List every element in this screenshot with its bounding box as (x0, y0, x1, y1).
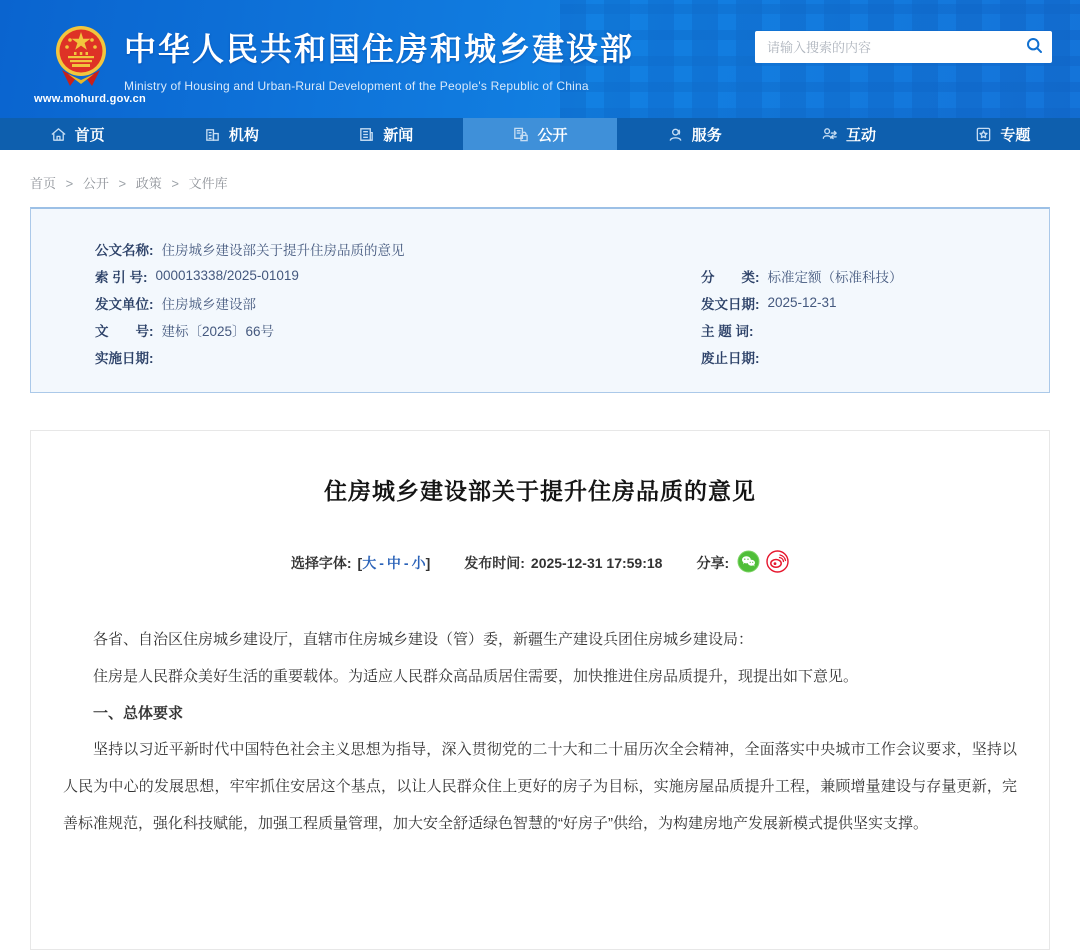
info-label: 公文名称: (95, 242, 154, 258)
info-value: 2025-12-31 (767, 295, 837, 310)
font-size-large-button[interactable]: 大 (362, 555, 377, 571)
info-row-issuing-unit (95, 289, 701, 316)
organization-icon (204, 126, 221, 143)
article-body (63, 622, 1017, 843)
article-container (30, 430, 1050, 950)
site-url: www.mohurd.gov.cn (34, 93, 147, 105)
nav-item-label: 服务 (691, 126, 722, 144)
bracket-close: ] (425, 555, 431, 571)
article-title: 住房城乡建设部关于提升住房品质的意见 (324, 478, 756, 504)
search-button[interactable] (1016, 31, 1052, 63)
nav-item-topics[interactable] (926, 118, 1080, 150)
share-icons-group (737, 550, 789, 576)
service-icon (667, 126, 684, 143)
info-label: 发文单位: (95, 296, 154, 312)
document-info-right-column (701, 235, 1049, 370)
wechat-icon (737, 550, 760, 576)
weibo-icon (766, 550, 789, 576)
paragraph-intro: 住房是人民群众美好生活的重要载体。为适应人民群众高品质居住需要，加快推进住房品质提升，现提出如下意见。 (93, 667, 859, 685)
document-info-left-column (31, 235, 701, 370)
site-title-cn: 中华人民共和国住房和城乡建设部 (124, 31, 635, 67)
breadcrumb-disclosure[interactable]: 公开 (82, 176, 109, 191)
topic-icon (975, 126, 992, 143)
breadcrumb-policy[interactable]: 政策 (135, 176, 162, 191)
breadcrumb-document-library[interactable]: 文件库 (188, 176, 228, 191)
paragraph-salutation: 各省、自治区住房城乡建设厅，直辖市住房城乡建设（管）委，新疆生产建设兵团住房城乡建设局： (93, 631, 754, 648)
font-size-small-button[interactable]: 小 (411, 555, 426, 571)
info-row-issue-date (701, 289, 1049, 316)
info-label: 发文日期: (701, 296, 760, 312)
nav-item-interaction[interactable] (771, 118, 925, 150)
nav-item-label: 互动 (846, 126, 877, 144)
info-label: 分 类: (701, 269, 760, 285)
info-value: 标准定额（标准科技） (767, 269, 903, 285)
share-wechat-button[interactable] (737, 550, 760, 576)
font-size-separator: - (379, 555, 384, 571)
info-row-subject-words (701, 316, 1049, 343)
search-box (755, 31, 1052, 63)
info-label: 废止日期: (701, 350, 760, 366)
nav-item-label: 机构 (228, 126, 259, 144)
main-nav (0, 118, 1080, 150)
breadcrumb-separator: > (65, 176, 74, 191)
national-emblem (54, 24, 108, 95)
home-icon (50, 126, 67, 143)
info-row-document-name (95, 235, 701, 262)
share-label: 分享: (696, 555, 730, 571)
site-title-block (124, 24, 634, 93)
info-label: 主 题 词: (701, 323, 754, 339)
info-label: 索 引 号: (95, 269, 148, 285)
publish-time-label: 发布时间: (464, 555, 525, 571)
publish-time-value: 2025-12-31 17:59:18 (530, 555, 663, 571)
disclosure-icon (512, 126, 529, 143)
paragraph-general-requirements: 坚持以习近平新时代中国特色社会主义思想为指导，深入贯彻党的二十大和二十届历次全会精神，全面落实中央城市工作会议要求，坚持以人民为中心的发展思想，牢牢抓住安居这个基点，以让人民群众住上更好的房子为目标，实施房屋品质提升工程，兼顾增量建设与存量更新，完善标准规范，强化科技赋能，加强工程质量管理，加大安全舒适绿色智慧的“好房子”供给，为构建房地产发展新模式提供坚实支撑。 (63, 741, 1017, 832)
breadcrumb-home[interactable]: 首页 (30, 176, 57, 191)
info-row-repeal-date (701, 343, 1049, 370)
info-value: 住房城乡建设部 (161, 296, 256, 312)
info-value: 住房城乡建设部关于提升住房品质的意见 (161, 242, 405, 258)
font-size-medium-button[interactable]: 中 (386, 555, 401, 571)
nav-item-disclosure[interactable] (463, 118, 617, 150)
nav-item-label: 首页 (74, 126, 105, 144)
font-select-label: 选择字体: (290, 555, 352, 571)
nav-item-news[interactable] (309, 118, 463, 150)
info-value: 000013338/2025-01019 (155, 268, 299, 283)
share-weibo-button[interactable] (766, 550, 789, 576)
site-title-en: Ministry of Housing and Urban-Rural Development of the People's Republic of China (124, 79, 589, 93)
breadcrumb-separator: > (118, 176, 127, 191)
search-input[interactable] (755, 31, 1016, 63)
info-row-implementation-date (95, 343, 701, 370)
info-row-category (701, 262, 1049, 289)
article-meta-bar (63, 550, 1017, 576)
interaction-icon (821, 126, 838, 143)
info-row-document-number (95, 316, 701, 343)
info-label: 实施日期: (95, 350, 154, 366)
info-row-index-number (95, 262, 701, 289)
site-header (0, 0, 1080, 118)
breadcrumb (30, 150, 1050, 207)
nav-item-organization[interactable] (154, 118, 308, 150)
section-heading-general-requirements: 一、总体要求 (93, 704, 184, 722)
bracket-open: [ (357, 555, 363, 571)
nav-item-service[interactable] (617, 118, 771, 150)
breadcrumb-separator: > (171, 176, 179, 191)
news-icon (358, 126, 375, 143)
document-info-box (30, 207, 1050, 393)
font-size-selector (358, 553, 431, 573)
nav-item-label: 公开 (537, 126, 568, 144)
info-value: 建标〔2025〕66号 (161, 323, 275, 339)
nav-item-label: 新闻 (383, 126, 414, 144)
info-label: 文 号: (95, 323, 154, 339)
font-size-separator: - (403, 555, 409, 571)
search-icon (1026, 37, 1043, 57)
nav-item-home[interactable] (0, 118, 154, 150)
nav-item-label: 专题 (1000, 126, 1031, 144)
